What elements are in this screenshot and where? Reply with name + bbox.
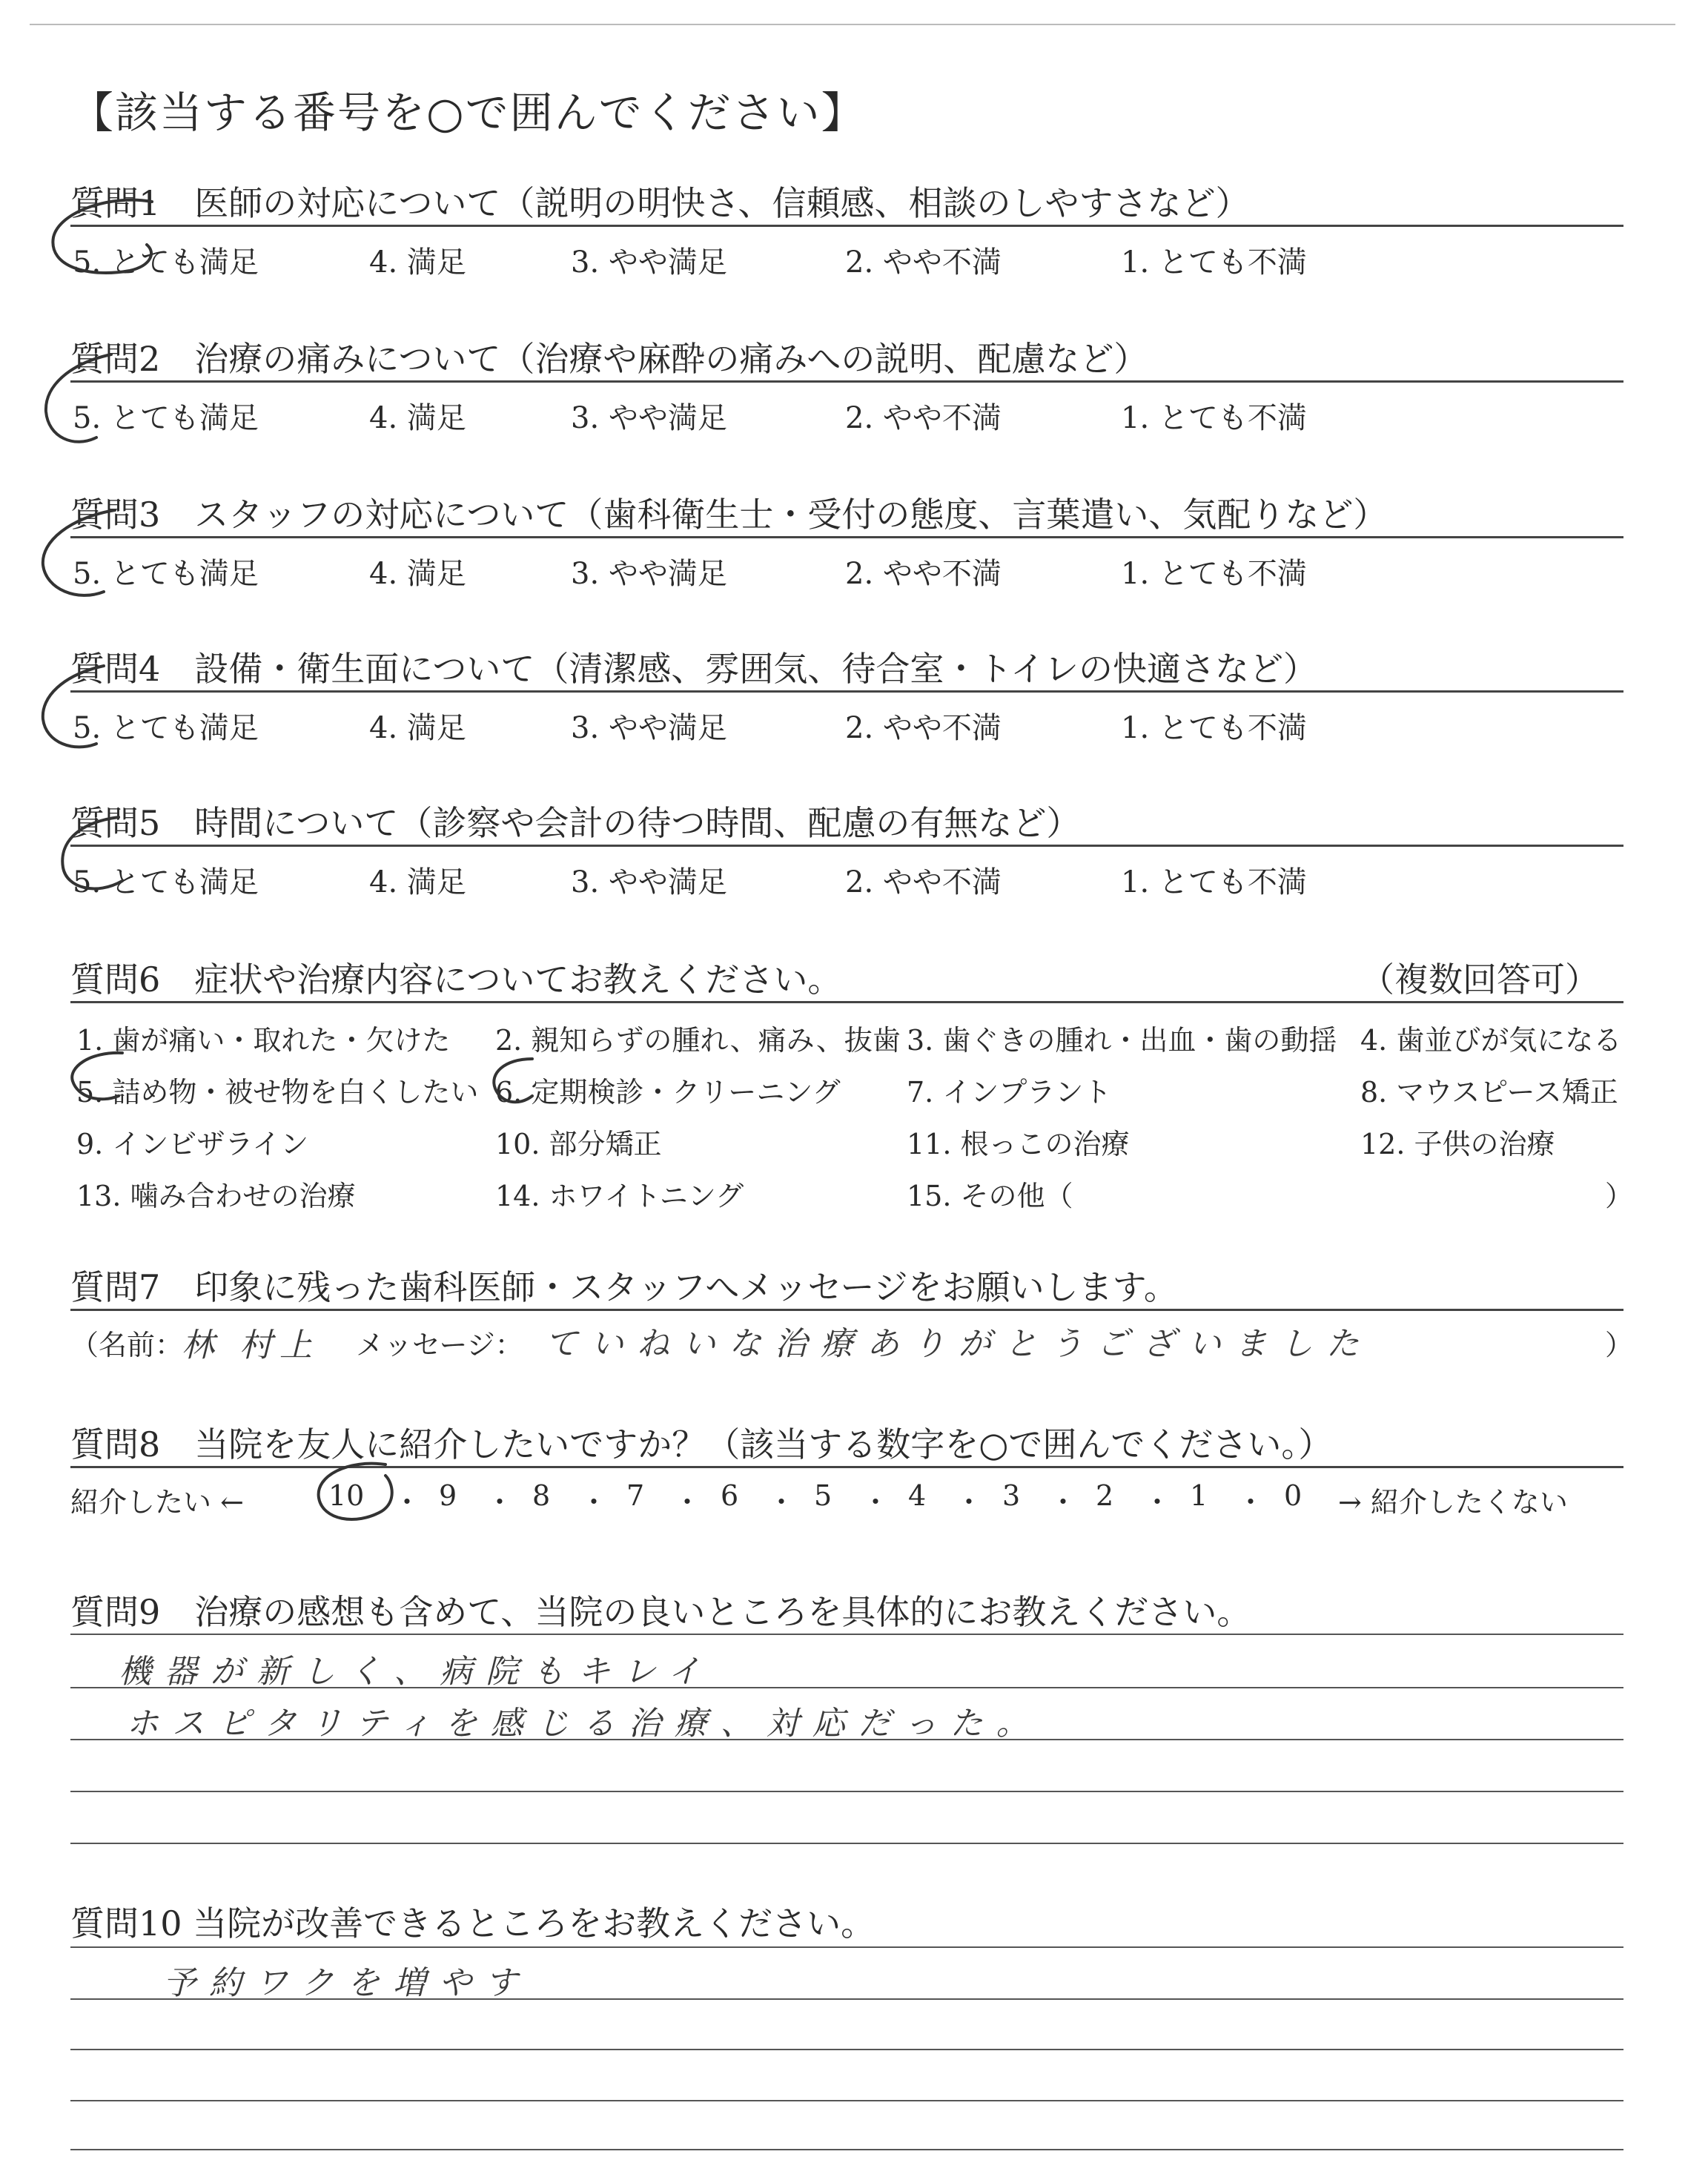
q6-item-5[interactable]: 5. 詰め物・被せ物を白くしたい — [76, 1076, 479, 1109]
q2-title: 質問2 治療の痛みについて（治療や麻酔の痛みへの説明、配慮など） — [70, 339, 1148, 379]
q7-suffix: ） — [1605, 1329, 1634, 1361]
q7-title: 質問7 印象に残った歯科医師・スタッフへメッセージをお願いします。 — [70, 1267, 1178, 1307]
q8-title: 質問8 当院を友人に紹介したいですか？（該当する数字を○で囲んでください。） — [70, 1424, 1333, 1464]
q8-scale-8[interactable]: 8 — [532, 1479, 551, 1512]
q3-option-2[interactable]: 2. やや不満 — [845, 557, 1002, 591]
q8-dot: ・ — [673, 1486, 702, 1519]
q10-answer-line-1[interactable]: 予約ワクを増やす — [163, 1964, 531, 2002]
q1-option-5[interactable]: 5. とても満足 — [73, 245, 259, 280]
q2-option-5[interactable]: 5. とても満足 — [73, 401, 259, 435]
q6-item-14[interactable]: 14. ホワイトニング — [495, 1180, 744, 1212]
q6-item-7[interactable]: 7. インプラント — [907, 1076, 1112, 1109]
q10-line-5 — [70, 2149, 1623, 2150]
q8-dot: ・ — [580, 1486, 609, 1519]
q6-item-12[interactable]: 12. 子供の治療 — [1360, 1128, 1555, 1160]
q6-rule — [70, 1001, 1623, 1003]
q5-title: 質問5 時間について（診察や会計の待つ時間、配慮の有無など） — [70, 803, 1081, 843]
q7-name-prefix: （名前： — [70, 1329, 184, 1361]
q10-title: 質問10 当院が改善できるところをお教えください。 — [70, 1903, 875, 1943]
q2-option-1[interactable]: 1. とても不満 — [1121, 401, 1307, 435]
q9-line-4 — [70, 1791, 1623, 1792]
q9-answer-line-2[interactable]: ホスピタリティを感じる治療、対応だった。 — [126, 1705, 1042, 1743]
q6-item-6[interactable]: 6. 定期検診・クリーニング — [495, 1076, 841, 1109]
q10-line-1 — [70, 1946, 1623, 1948]
q6-note: （複数回答可） — [1360, 960, 1599, 1000]
q5-option-1[interactable]: 1. とても不満 — [1121, 865, 1307, 899]
q4-option-1[interactable]: 1. とても不満 — [1121, 711, 1307, 745]
q8-dot: ・ — [486, 1486, 514, 1519]
q8-scale-5[interactable]: 5 — [814, 1479, 833, 1512]
q4-rule — [70, 690, 1623, 693]
q1-title: 質問1 医師の対応について（説明の明快さ、信頼感、相談のしやすさなど） — [70, 183, 1250, 223]
q8-dot: ・ — [767, 1486, 796, 1519]
q1-rule — [70, 225, 1623, 227]
q8-dot: ・ — [1143, 1486, 1172, 1519]
q2-rule — [70, 380, 1623, 383]
q8-scale-4[interactable]: 4 — [908, 1479, 927, 1512]
q2-option-2[interactable]: 2. やや不満 — [845, 401, 1002, 435]
q8-dot: ・ — [955, 1486, 984, 1519]
q8-scale-10[interactable]: 10 — [328, 1479, 365, 1512]
q3-option-5[interactable]: 5. とても満足 — [73, 557, 259, 591]
q6-item-2[interactable]: 2. 親知らずの腫れ、痛み、抜歯 — [495, 1024, 901, 1057]
page-header: 【該当する番号を○で囲んでください】 — [70, 87, 866, 138]
q3-rule — [70, 536, 1623, 538]
q8-right-label: → 紹介したくない — [1338, 1486, 1568, 1519]
q5-option-4[interactable]: 4. 満足 — [369, 865, 466, 899]
q7-message-label: メッセージ： — [356, 1329, 523, 1361]
q9-line-1 — [70, 1634, 1623, 1635]
q3-title: 質問3 スタッフの対応について（歯科衛生士・受付の態度、言葉遣い、気配りなど） — [70, 495, 1388, 535]
q8-left-label: 紹介したい ← — [70, 1486, 244, 1519]
q9-answer-line-1[interactable]: 機器が新しく、病院もキレイ — [119, 1653, 714, 1691]
q6-item-10[interactable]: 10. 部分矯正 — [495, 1128, 662, 1160]
q6-item-15-close: ） — [1605, 1180, 1634, 1212]
q8-scale-9[interactable]: 9 — [439, 1479, 457, 1512]
q8-dot: ・ — [1237, 1486, 1265, 1519]
q8-scale-6[interactable]: 6 — [721, 1479, 739, 1512]
q2-option-4[interactable]: 4. 満足 — [369, 401, 466, 435]
q9-title: 質問9 治療の感想も含めて、当院の良いところを具体的にお教えください。 — [70, 1592, 1251, 1632]
q4-title: 質問4 設備・衛生面について（清潔感、雰囲気、待合室・トイレの快適さなど） — [70, 649, 1318, 689]
q7-message-handwritten[interactable]: ていねいな治療ありがとうございました — [545, 1325, 1372, 1363]
q8-scale-2[interactable]: 2 — [1096, 1479, 1114, 1512]
q6-title: 質問6 症状や治療内容についてお教えください。 — [70, 960, 842, 1000]
q8-dot: ・ — [393, 1486, 422, 1519]
q10-line-3 — [70, 2049, 1623, 2050]
q3-option-4[interactable]: 4. 満足 — [369, 557, 466, 591]
q3-option-3[interactable]: 3. やや満足 — [571, 557, 727, 591]
q4-option-3[interactable]: 3. やや満足 — [571, 711, 727, 745]
q4-option-4[interactable]: 4. 満足 — [369, 711, 466, 745]
q6-item-13[interactable]: 13. 噛み合わせの治療 — [76, 1180, 356, 1212]
q8-scale-7[interactable]: 7 — [626, 1479, 645, 1512]
q8-scale-3[interactable]: 3 — [1002, 1479, 1021, 1512]
q3-option-1[interactable]: 1. とても不満 — [1121, 557, 1307, 591]
q6-item-1[interactable]: 1. 歯が痛い・取れた・欠けた — [76, 1024, 451, 1057]
q8-dot: ・ — [1049, 1486, 1078, 1519]
q8-scale-0[interactable]: 0 — [1284, 1479, 1302, 1512]
q5-option-5[interactable]: 5. とても満足 — [73, 865, 259, 899]
q5-option-3[interactable]: 3. やや満足 — [571, 865, 727, 899]
q1-option-2[interactable]: 2. やや不満 — [845, 245, 1002, 280]
q1-option-4[interactable]: 4. 満足 — [369, 245, 466, 280]
q10-line-4 — [70, 2100, 1623, 2101]
q6-item-4[interactable]: 4. 歯並びが気になる — [1360, 1024, 1622, 1057]
q8-scale-1[interactable]: 1 — [1190, 1479, 1208, 1512]
q2-option-3[interactable]: 3. やや満足 — [571, 401, 727, 435]
q6-item-8[interactable]: 8. マウスピース矯正 — [1360, 1076, 1618, 1109]
q7-rule — [70, 1309, 1623, 1311]
q4-option-2[interactable]: 2. やや不満 — [845, 711, 1002, 745]
q6-item-3[interactable]: 3. 歯ぐきの腫れ・出血・歯の動揺 — [907, 1024, 1337, 1057]
q4-option-5[interactable]: 5. とても満足 — [73, 711, 259, 745]
q8-rule — [70, 1466, 1623, 1468]
q5-rule — [70, 845, 1623, 847]
q1-option-1[interactable]: 1. とても不満 — [1121, 245, 1307, 280]
q6-item-15[interactable]: 15. その他（ — [907, 1180, 1073, 1212]
q6-item-11[interactable]: 11. 根っこの治療 — [907, 1128, 1130, 1160]
q9-line-5 — [70, 1843, 1623, 1844]
q5-option-2[interactable]: 2. やや不満 — [845, 865, 1002, 899]
q8-dot: ・ — [861, 1486, 890, 1519]
top-edge-line — [30, 24, 1675, 25]
q7-name-handwritten[interactable]: 林 村上 — [182, 1327, 320, 1364]
q6-item-9[interactable]: 9. インビザライン — [76, 1128, 309, 1160]
q1-option-3[interactable]: 3. やや満足 — [571, 245, 727, 280]
